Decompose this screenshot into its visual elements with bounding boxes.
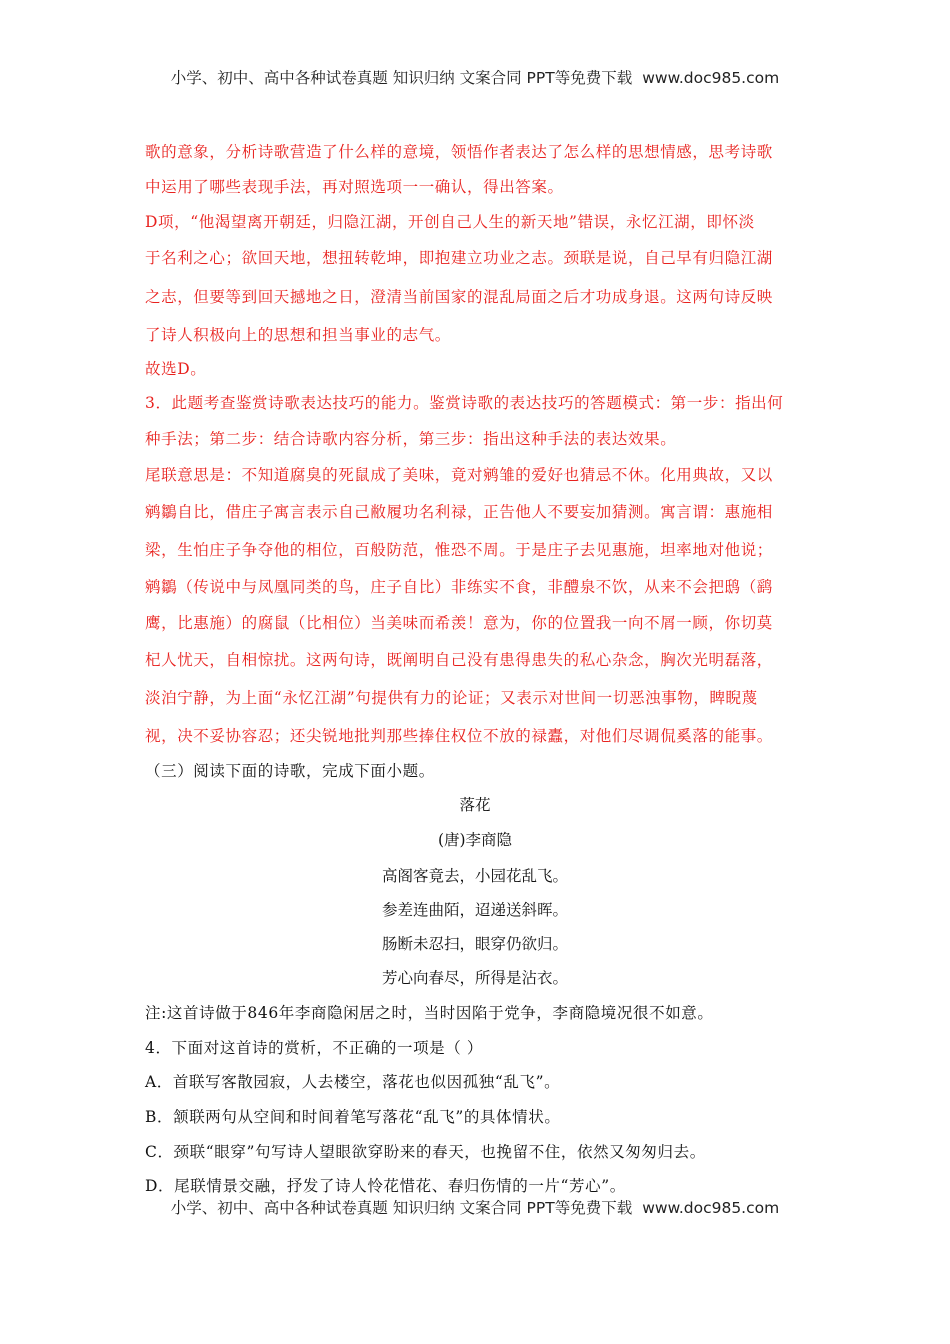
question-stem: 4．下面对这首诗的赏析，不正确的一项是（ ） <box>145 1039 483 1057</box>
answer-line: 杞人忧天，自相惊扰。这两句诗，既阐明自己没有患得患失的私心杂念，胸次光明磊落， <box>145 651 773 669</box>
answer-line: 歌的意象，分析诗歌营造了什么样的意境，领悟作者表达了怎么样的思想情感，思考诗歌 <box>145 143 773 161</box>
answer-line: 种手法；第二步：结合诗歌内容分析，第三步：指出这种手法的表达效果。 <box>145 430 677 448</box>
option-d: D．尾联情景交融，抒发了诗人怜花惜花、春归伤情的一片“芳心”。 <box>145 1177 626 1195</box>
answer-line: 梁，生怕庄子争夺他的相位，百般防范，惟恐不周。于是庄子去见惠施，坦率地对他说； <box>145 541 773 559</box>
poem-line: 高阁客竟去，小园花乱飞。 <box>381 867 568 885</box>
poem-note: 注:这首诗做于846年李商隐闲居之时，当时因陷于党争，李商隐境况很不如意。 <box>145 1004 714 1022</box>
answer-line: D项，“他渴望离开朝廷，归隐江湖，开创自己人生的新天地”错误，永忆江湖，即怀淡 <box>145 213 755 231</box>
answer-line: 尾联意思是：不知道腐臭的死鼠成了美味，竟对鹓雏的爱好也猜忌不休。化用典故，又以 <box>145 466 773 484</box>
option-c: C．颈联“眼穿”句写诗人望眼欲穿盼来的春天，也挽留不住，依然又匆匆归去。 <box>145 1143 706 1161</box>
page-footer <box>0 1196 950 1218</box>
answer-line: 了诗人积极向上的思想和担当事业的志气。 <box>145 326 451 344</box>
answer-line: 视，决不妥协容忍；还尖锐地批判那些捧住权位不放的禄蠹，对他们尽调侃奚落的能事。 <box>145 727 773 745</box>
poem-title: 落花 <box>459 796 491 814</box>
option-b: B．颔联两句从空间和时间着笔写落花“乱飞”的具体情状。 <box>145 1108 561 1126</box>
section-heading: （三）阅读下面的诗歌，完成下面小题。 <box>145 762 435 780</box>
poem-line: 参差连曲陌，迢递送斜晖。 <box>381 901 568 919</box>
answer-line: 淡泊宁静，为上面“永忆江湖”句提供有力的论证；又表示对世间一切恶浊事物，睥睨蔑 <box>145 689 758 707</box>
header-text: 小学、初中、高中各种试卷真题 知识归纳 文案合同 PPT等免费下载 <box>170 69 633 87</box>
footer-text: 小学、初中、高中各种试卷真题 知识归纳 文案合同 PPT等免费下载 <box>170 1199 633 1217</box>
answer-line: 故选D。 <box>145 360 207 378</box>
answer-line: 鹓鶵自比，借庄子寓言表示自己敝履功名利禄，正告他人不要妄加猜测。寓言谓：惠施相 <box>145 503 773 521</box>
header-site-link[interactable]: www.doc985.com <box>642 69 780 87</box>
poem-author: (唐)李商隐 <box>437 831 513 849</box>
poem-line: 肠断未忍扫，眼穿仍欲归。 <box>381 935 568 953</box>
page-header <box>0 66 950 88</box>
answer-line: 鹓鶵（传说中与凤凰同类的鸟，庄子自比）非练实不食，非醴泉不饮，从来不会把鸱（鹞 <box>145 578 773 596</box>
answer-line: 之志，但要等到回天撼地之日，澄清当前国家的混乱局面之后才功成身退。这两句诗反映 <box>145 288 773 306</box>
answer-line: 于名利之心；欲回天地，想扭转乾坤，即抱建立功业之志。颈联是说，自己早有归隐江湖 <box>145 249 773 267</box>
answer-line: 3．此题考查鉴赏诗歌表达技巧的能力。鉴赏诗歌的表达技巧的答题模式：第一步：指出何 <box>145 394 784 412</box>
footer-site-link[interactable]: www.doc985.com <box>642 1199 780 1217</box>
answer-line: 鹰，比惠施）的腐鼠（比相位）当美味而希羡！意为，你的位置我一向不屑一顾，你切莫 <box>145 614 773 632</box>
poem-line: 芳心向春尽，所得是沾衣。 <box>381 969 568 987</box>
option-a: A．首联写客散园寂，人去楼空，落花也似因孤独“乱飞”。 <box>145 1073 561 1091</box>
answer-line: 中运用了哪些表现手法，再对照选项一一确认，得出答案。 <box>145 178 564 196</box>
